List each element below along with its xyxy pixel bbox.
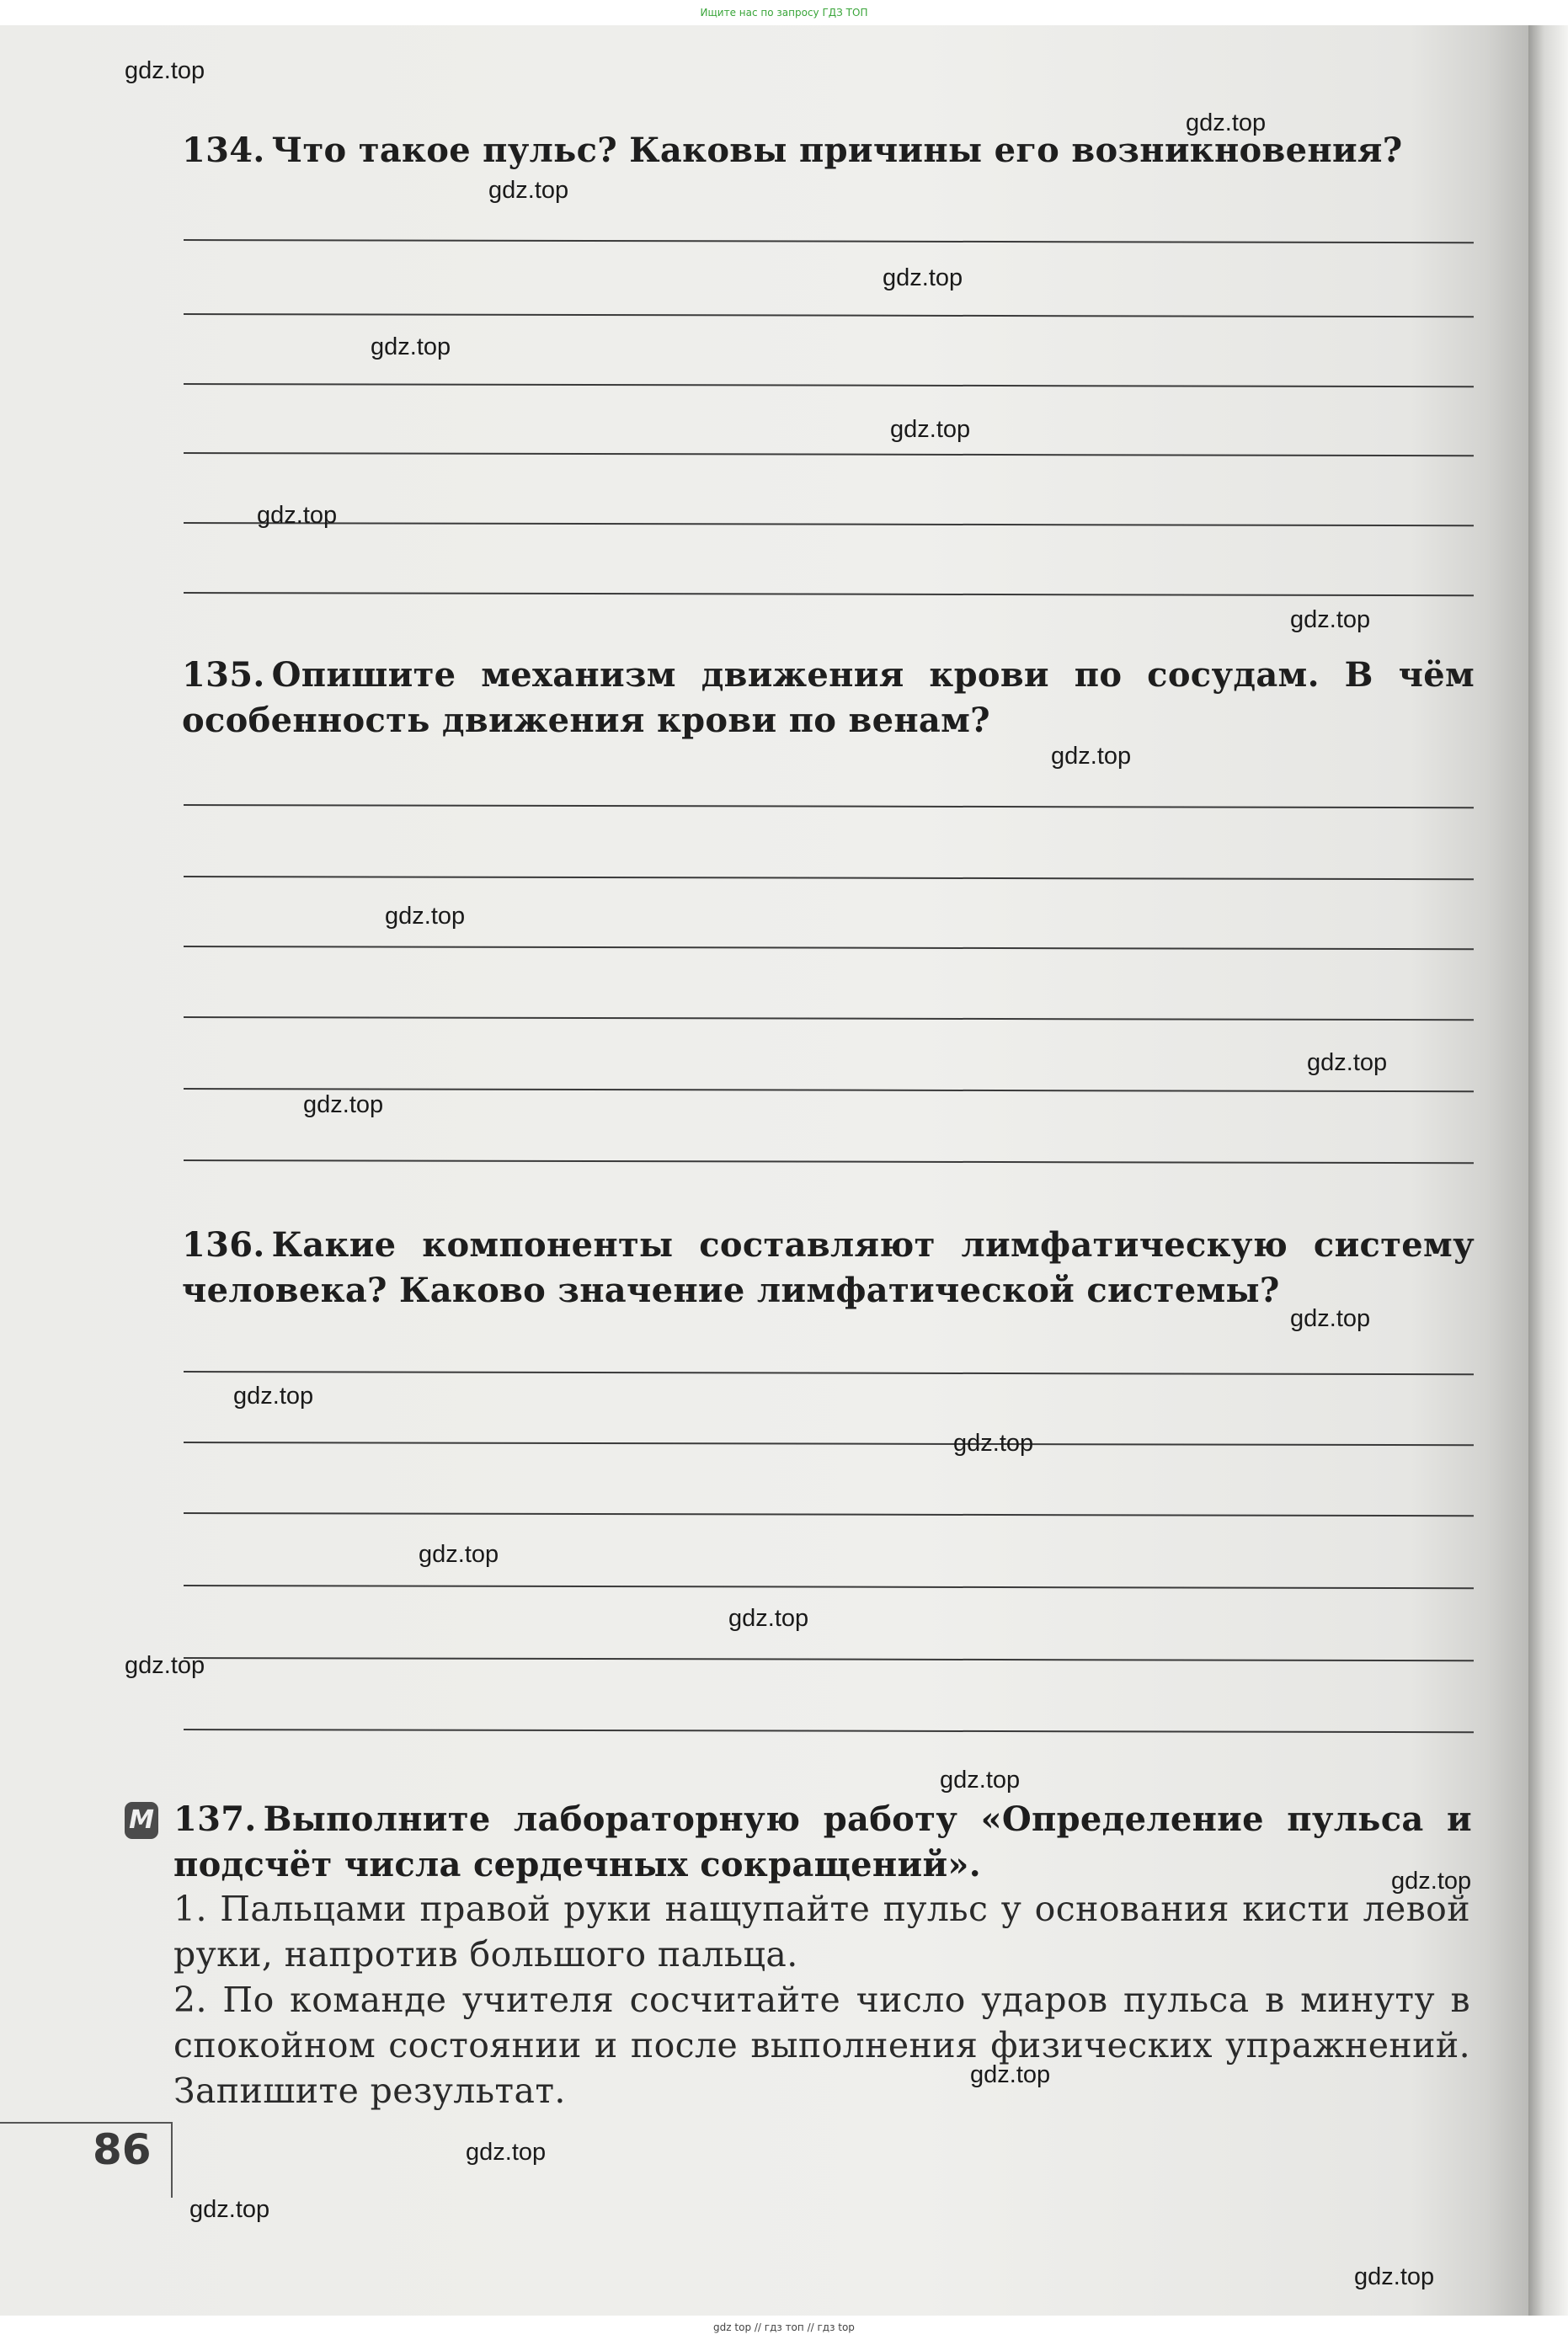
watermark: gdz.top — [466, 2139, 547, 2166]
watermark: gdz.top — [371, 333, 451, 360]
watermark: gdz.top — [125, 1652, 205, 1679]
top-banner: Ищите нас по запросу ГДЗ ТОП — [0, 0, 1568, 25]
watermark: gdz.top — [125, 57, 205, 84]
question-134 — [182, 128, 1475, 173]
question-number: 136. — [182, 1225, 265, 1265]
page-number: 86 — [93, 2125, 152, 2174]
watermark: gdz.top — [303, 1091, 384, 1118]
watermark: gdz.top — [385, 903, 466, 930]
lab-instructions — [173, 1886, 1470, 2113]
watermark: gdz.top — [1354, 2263, 1435, 2290]
question-137 — [173, 1797, 1472, 1888]
watermark: gdz.top — [488, 177, 569, 204]
watermark: gdz.top — [1290, 1305, 1371, 1332]
corner-rule — [171, 2122, 173, 2198]
question-135 — [182, 653, 1475, 744]
watermark: gdz.top — [233, 1383, 314, 1410]
watermark: gdz.top — [953, 1430, 1034, 1457]
question-text: Опишите механизм движения крови по сосудам. В чём особенность движения крови по венам? — [182, 655, 1475, 740]
bottom-banner: gdz top // гдз топ // гдз top — [0, 2316, 1568, 2340]
question-136 — [182, 1223, 1475, 1314]
watermark: gdz.top — [257, 502, 338, 529]
watermark: gdz.top — [1290, 606, 1371, 633]
question-text: Что такое пульс? Каковы причины его возникновения? — [271, 131, 1403, 170]
watermark: gdz.top — [728, 1605, 809, 1632]
question-text: Какие компоненты составляют лимфатическую систему человека? Каково значение лимфатической системы? — [182, 1225, 1475, 1310]
watermark: gdz.top — [1186, 109, 1267, 136]
lab-work-icon: М — [125, 1802, 158, 1839]
page-edge-shadow — [1528, 25, 1568, 2316]
watermark: gdz.top — [1307, 1049, 1388, 1076]
watermark: gdz.top — [890, 416, 971, 443]
corner-rule — [0, 2122, 173, 2124]
watermark: gdz.top — [883, 264, 963, 291]
lab-step-1: 1. Пальцами правой руки нащупайте пульс у основания кисти левой руки, напротив большого пальца. — [173, 1889, 1470, 1975]
watermark: gdz.top — [189, 2196, 270, 2223]
watermark: gdz.top — [419, 1541, 499, 1568]
question-number: 135. — [182, 655, 265, 695]
question-number: 137. — [173, 1799, 257, 1839]
question-number: 134. — [182, 131, 265, 170]
question-text: Выполните лабораторную работу «Определение пульса и подсчёт числа сердечных сокращений». — [173, 1799, 1472, 1884]
watermark: gdz.top — [1391, 1868, 1472, 1895]
watermark: gdz.top — [1051, 743, 1132, 770]
watermark: gdz.top — [940, 1767, 1021, 1794]
lab-step-2: 2. По команде учителя сосчитайте число ударов пульса в минуту в спокойном состоянии и после выполнения физических упражнений. Запишите результат. — [173, 1980, 1470, 2111]
watermark: gdz.top — [970, 2061, 1051, 2088]
